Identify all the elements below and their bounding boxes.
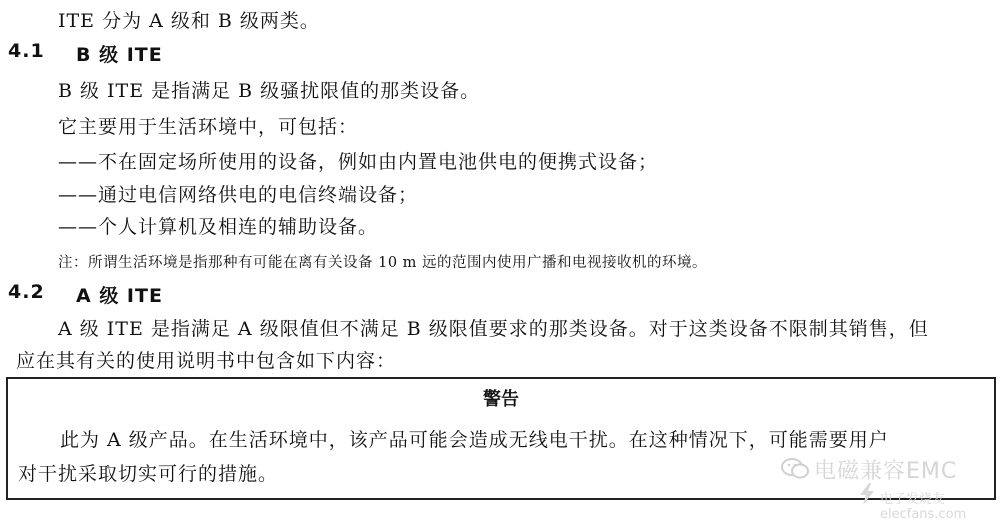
section-4-1-list-item-2: ——通过电信网络供电的电信终端设备；	[58, 184, 419, 206]
lightning-logo-icon	[856, 482, 878, 506]
section-4-2-number: 4.2	[8, 281, 45, 303]
section-4-1-number: 4.1	[8, 40, 45, 62]
section-4-1-paragraph-1: B 级 ITE 是指满足 B 级骚扰限值的那类设备。	[58, 80, 481, 102]
section-4-1-list-item-1: ——不在固定场所使用的设备，例如由内置电池供电的便携式设备；	[58, 151, 659, 173]
chat-bubble-icon	[780, 456, 810, 482]
watermark-main-text: 电磁兼容EMC	[814, 459, 958, 484]
watermark-sub-text: 电子发烧友 elecfans.com	[880, 492, 967, 522]
intro-text: ITE 分为 A 级和 B 级两类。	[58, 10, 320, 32]
section-4-1-note: 注：所谓生活环境是指那种有可能在离有关设备 10 m 远的范围内使用广播和电视接收机的环境。	[58, 255, 708, 271]
section-4-2-title: A 级 ITE	[76, 285, 163, 307]
warning-text-line-1: 此为 A 级产品。在生活环境中，该产品可能会造成无线电干扰。在这种情况下，可能需要用户	[60, 429, 889, 451]
watermark	[760, 450, 1000, 522]
section-4-2-paragraph-line-2: 应在其有关的使用说明书中包含如下内容：	[16, 350, 397, 372]
section-4-1-paragraph-2: 它主要用于生活环境中，可包括：	[58, 116, 359, 138]
section-4-1-title: B 级 ITE	[76, 44, 163, 66]
warning-title: 警告	[483, 389, 519, 410]
section-4-2-paragraph-line-1: A 级 ITE 是指满足 A 级限值但不满足 B 级限值要求的那类设备。对于这类设备不限制其销售，但	[58, 318, 929, 340]
section-4-1-list-item-3: ——个人计算机及相连的辅助设备。	[58, 216, 379, 238]
warning-text-line-2: 对干扰采取切实可行的措施。	[18, 463, 279, 485]
